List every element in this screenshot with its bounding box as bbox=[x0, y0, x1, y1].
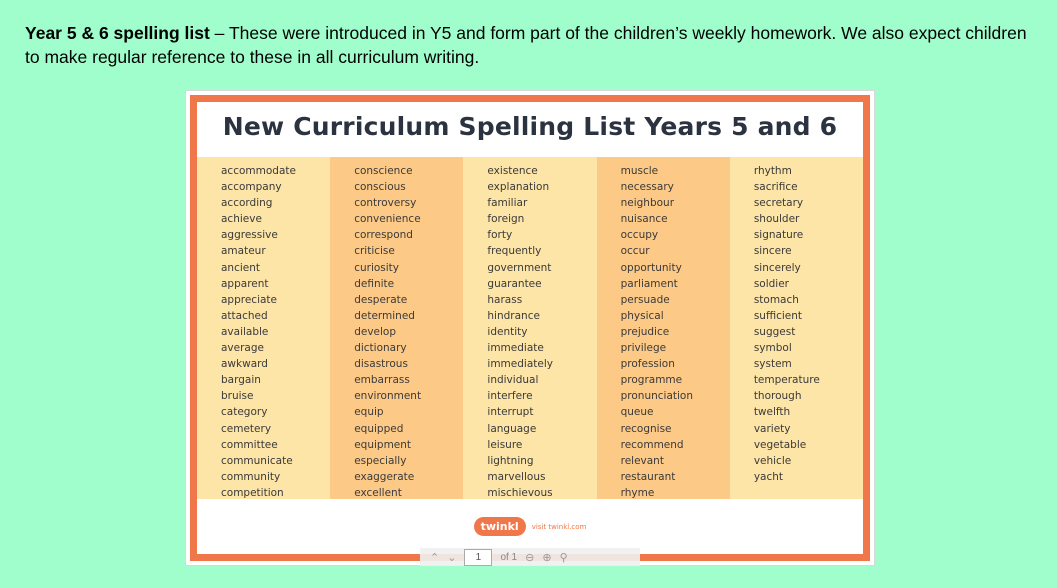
spelling-word: privilege bbox=[620, 342, 667, 355]
spelling-word: familiar bbox=[487, 197, 528, 210]
spelling-word: category bbox=[221, 406, 268, 419]
zoom-in-icon[interactable]: ⊕ bbox=[542, 551, 552, 564]
spelling-word: twelfth bbox=[753, 406, 791, 419]
spelling-word: sufficient bbox=[753, 309, 803, 322]
word-columns bbox=[197, 157, 863, 499]
spelling-word: harass bbox=[487, 293, 523, 306]
spelling-word: attached bbox=[221, 309, 268, 322]
spelling-word: disastrous bbox=[354, 358, 408, 371]
spelling-word: convenience bbox=[354, 213, 421, 226]
spelling-word: foreign bbox=[487, 213, 525, 226]
spelling-word: environment bbox=[354, 390, 422, 403]
spelling-word: competition bbox=[221, 486, 284, 499]
spelling-word: curiosity bbox=[354, 261, 400, 274]
spelling-word: explanation bbox=[487, 181, 550, 194]
spelling-word: profession bbox=[620, 358, 675, 371]
spelling-word: existence bbox=[487, 165, 538, 177]
chevron-down-icon[interactable]: ⌄ bbox=[447, 551, 457, 564]
spelling-word: muscle bbox=[620, 165, 659, 177]
page-number-input[interactable]: 1 bbox=[464, 549, 492, 566]
spelling-word: exaggerate bbox=[354, 470, 415, 483]
spelling-word: parliament bbox=[620, 277, 678, 290]
spelling-word: recommend bbox=[620, 438, 684, 451]
spelling-word: sincere bbox=[753, 245, 792, 258]
spelling-word: queue bbox=[620, 406, 654, 419]
spelling-word: occur bbox=[620, 245, 650, 258]
word-column-1 bbox=[197, 157, 330, 499]
spelling-word: system bbox=[753, 358, 792, 371]
spelling-word: programme bbox=[620, 374, 683, 387]
spelling-word: vehicle bbox=[753, 454, 792, 467]
spelling-word: sacrifice bbox=[753, 181, 798, 194]
spelling-word: lightning bbox=[487, 454, 534, 467]
spelling-word: apparent bbox=[221, 277, 269, 290]
intro-paragraph bbox=[25, 21, 1035, 69]
spelling-word: necessary bbox=[620, 181, 674, 194]
spelling-word: marvellous bbox=[487, 470, 546, 483]
spelling-word: language bbox=[487, 422, 537, 435]
page-count: of 1 bbox=[500, 551, 518, 563]
spelling-word: bargain bbox=[221, 374, 261, 387]
spelling-word: embarrass bbox=[354, 374, 410, 387]
spelling-word: identity bbox=[487, 325, 528, 338]
spelling-word: interfere bbox=[487, 390, 533, 403]
spelling-word: accommodate bbox=[221, 165, 296, 177]
chevron-up-icon[interactable]: ⌃ bbox=[430, 551, 440, 564]
spelling-word: awkward bbox=[221, 358, 268, 371]
spelling-word: desperate bbox=[354, 293, 408, 306]
spelling-word: committee bbox=[221, 438, 278, 451]
spelling-word: restaurant bbox=[620, 470, 676, 483]
spelling-word: criticise bbox=[354, 245, 395, 258]
spelling-word: stomach bbox=[753, 293, 799, 306]
spelling-word: relevant bbox=[620, 454, 664, 467]
spelling-word: accompany bbox=[221, 181, 282, 194]
spelling-word: especially bbox=[354, 454, 407, 467]
spelling-word: conscience bbox=[354, 165, 413, 177]
poster-frame bbox=[185, 90, 875, 566]
spelling-word: persuade bbox=[620, 293, 670, 306]
poster-title: New Curriculum Spelling List Years 5 and 6 bbox=[222, 112, 838, 141]
spelling-word: individual bbox=[487, 374, 539, 387]
spelling-word: pronunciation bbox=[620, 390, 693, 403]
spelling-word: leisure bbox=[487, 438, 523, 451]
spelling-word: thorough bbox=[753, 390, 802, 403]
word-column-2 bbox=[330, 157, 463, 499]
spelling-word: cemetery bbox=[221, 422, 272, 435]
spelling-word: vegetable bbox=[753, 438, 807, 451]
spelling-word: variety bbox=[753, 422, 791, 435]
spelling-word: sincerely bbox=[753, 261, 801, 274]
spelling-word: ancient bbox=[221, 261, 261, 274]
spelling-word: yacht bbox=[753, 470, 784, 483]
intro-text: – These were introduced in Y5 and form part of the children’s weekly homework. We also expect children to make regular reference to these in all curriculum writing. bbox=[25, 23, 1027, 67]
spelling-word: conscious bbox=[354, 181, 406, 194]
spelling-word: soldier bbox=[753, 277, 789, 290]
spelling-word: determined bbox=[354, 309, 415, 322]
intro-heading: Year 5 & 6 spelling list bbox=[25, 23, 210, 43]
spelling-word: prejudice bbox=[620, 325, 670, 338]
spelling-word: hindrance bbox=[487, 309, 540, 322]
spelling-word: forty bbox=[487, 229, 513, 242]
spelling-word: symbol bbox=[753, 342, 792, 355]
spelling-word: excellent bbox=[354, 486, 402, 499]
spelling-word: communicate bbox=[221, 454, 293, 467]
spelling-word: controversy bbox=[354, 197, 417, 210]
spelling-word: mischievous bbox=[487, 486, 553, 499]
word-column-3 bbox=[463, 157, 596, 499]
spelling-word: physical bbox=[620, 309, 664, 322]
spelling-word: correspond bbox=[354, 229, 413, 242]
spelling-word: appreciate bbox=[221, 293, 278, 306]
spelling-word: amateur bbox=[221, 245, 266, 258]
spelling-word: frequently bbox=[487, 245, 542, 258]
spelling-word: available bbox=[221, 325, 269, 338]
spelling-word: rhythm bbox=[753, 165, 792, 177]
spelling-word: shoulder bbox=[753, 213, 800, 226]
word-column-5 bbox=[730, 157, 863, 499]
spelling-word: opportunity bbox=[620, 261, 682, 274]
spelling-word: achieve bbox=[221, 213, 262, 226]
spelling-word: immediate bbox=[487, 342, 544, 355]
spelling-word: recognise bbox=[620, 422, 672, 435]
spelling-word: develop bbox=[354, 325, 397, 338]
spelling-word: according bbox=[221, 197, 273, 210]
spelling-word: equip bbox=[354, 406, 384, 419]
spelling-word: occupy bbox=[620, 229, 659, 242]
spelling-word: equipped bbox=[354, 422, 404, 435]
word-column-4 bbox=[597, 157, 730, 499]
spelling-word: guarantee bbox=[487, 277, 542, 290]
pdf-pager-toolbar bbox=[420, 548, 640, 566]
spelling-word: bruise bbox=[221, 390, 254, 403]
visit-link[interactable]: visit twinkl.com bbox=[531, 522, 587, 531]
spelling-poster bbox=[190, 95, 870, 561]
spelling-word: nuisance bbox=[620, 213, 668, 226]
spelling-word: rhyme bbox=[620, 486, 655, 499]
spelling-word: suggest bbox=[753, 325, 796, 338]
spelling-word: interrupt bbox=[487, 406, 534, 419]
spelling-word: signature bbox=[753, 229, 804, 242]
spelling-word: average bbox=[221, 342, 264, 355]
spelling-word: equipment bbox=[354, 438, 412, 451]
spelling-word: temperature bbox=[753, 374, 820, 387]
poster-footer bbox=[197, 499, 863, 554]
spelling-word: immediately bbox=[487, 358, 553, 371]
twinkl-logo: twinkl bbox=[474, 517, 526, 536]
zoom-out-icon[interactable]: ⊖ bbox=[525, 551, 535, 564]
spelling-word: community bbox=[221, 470, 281, 483]
spelling-word: government bbox=[487, 261, 552, 274]
search-icon[interactable]: ⚲ bbox=[559, 551, 568, 564]
spelling-word: aggressive bbox=[221, 229, 278, 242]
spelling-word: secretary bbox=[753, 197, 804, 210]
spelling-word: dictionary bbox=[354, 342, 407, 355]
spelling-word: neighbour bbox=[620, 197, 675, 210]
spelling-word: definite bbox=[354, 277, 395, 290]
